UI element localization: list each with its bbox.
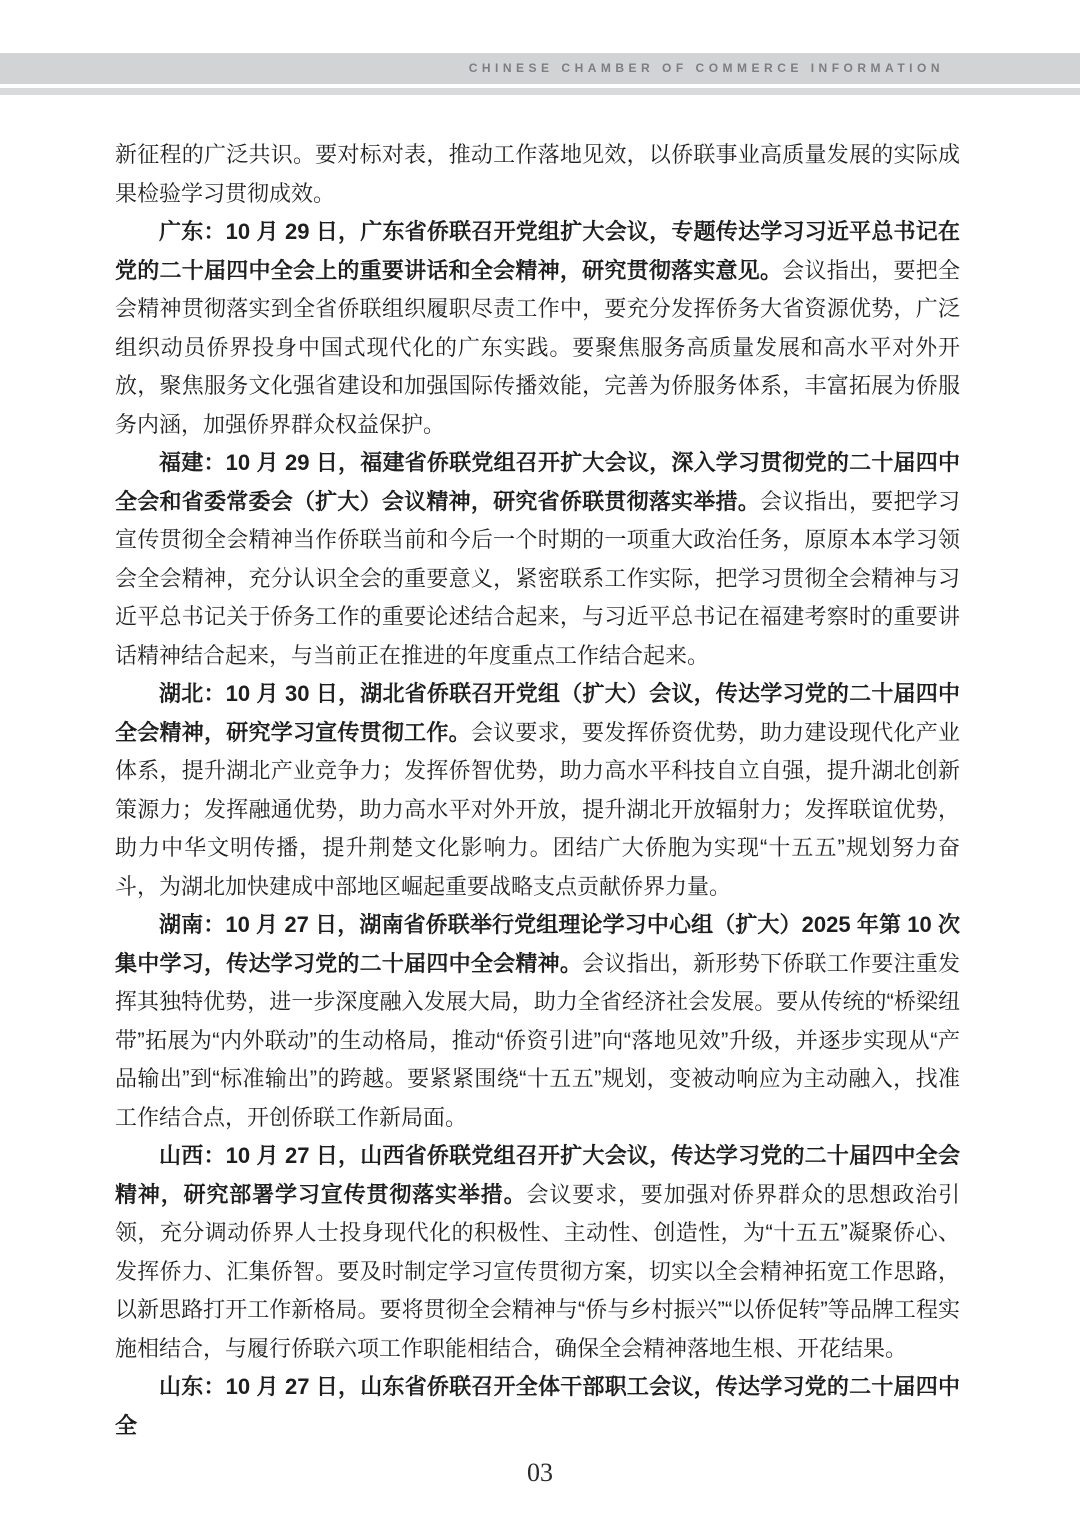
article-body — [115, 136, 960, 1445]
paragraph-lead: 广东：10 月 29 日，广东省侨联召开党组扩大会议，专题传达学习习近平总书记在党的二十届四中全会上的重要讲话和全会精神，研究贯彻落实意见。 — [115, 219, 960, 283]
paragraph-lead: 福建：10 月 29 日，福建省侨联党组召开扩大会议，深入学习贯彻党的二十届四中全会和省委常委会（扩大）会议精神，研究省侨联贯彻落实举措。 — [115, 450, 960, 514]
header-rule-bar — [0, 88, 1080, 95]
page-number: 03 — [527, 1458, 553, 1487]
paragraph-guangdong — [115, 213, 960, 444]
paragraph-text: 会议指出，要把全会精神贯彻落实到全省侨联组织履职尽责工作中，要充分发挥侨务大省资源优势，广泛组织动员侨界投身中国式现代化的广东实践。要聚焦服务高质量发展和高水平对外开放，聚焦服务文化强省建设和加强国际传播效能，完善为侨服务体系，丰富拓展为侨服务内涵，加强侨界群众权益保护。 — [115, 257, 960, 437]
paragraph-text: 会议指出，新形势下侨联工作要注重发挥其独特优势，进一步深度融入发展大局，助力全省经济社会发展。要从传统的“桥梁纽带”拓展为“内外联动”的生动格局，推动“侨资引进”向“落地见效”升级，并逐步实现从“产品输出”到“标准输出”的跨越。要紧紧围绕“十五五”规划，变被动响应为主动融入，找准工作结合点，开创侨联工作新局面。 — [115, 950, 960, 1130]
paragraph-text: 会议指出，要把学习宣传贯彻全会精神当作侨联当前和今后一个时期的一项重大政治任务，原原本本学习领会全会精神，充分认识全会的重要意义，紧密联系工作实际，把学习贯彻全会精神与习近平总书记关于侨务工作的重要论述结合起来，与习近平总书记在福建考察时的重要讲话精神结合起来，与当前正在推进的年度重点工作结合起来。 — [115, 488, 960, 668]
paragraph-lead: 湖南：10 月 27 日，湖南省侨联举行党组理论学习中心组（扩大）2025 年第 10 次集中学习，传达学习党的二十届四中全会精神。 — [115, 912, 960, 976]
paragraph-text: 会议要求，要发挥侨资优势，助力建设现代化产业体系，提升湖北产业竞争力；发挥侨智优势，助力高水平科技自立自强，提升湖北创新策源力；发挥融通优势，助力高水平对外开放，提升湖北开放辐射力；发挥联谊优势，助力中华文明传播，提升荆楚文化影响力。团结广大侨胞为实现“十五五”规划努力奋斗，为湖北加快建成中部地区崛起重要战略支点贡献侨界力量。 — [115, 719, 960, 899]
header-banner-bar — [0, 53, 1080, 84]
paragraph-lead: 湖北：10 月 30 日，湖北省侨联召开党组（扩大）会议，传达学习党的二十届四中全会精神，研究学习宣传贯彻工作。 — [115, 681, 960, 745]
paragraph-text: 新征程的广泛共识。要对标对表，推动工作落地见效，以侨联事业高质量发展的实际成果检验学习贯彻成效。 — [115, 142, 960, 206]
paragraph-shandong — [115, 1368, 960, 1445]
header-banner-title: CHINESE CHAMBER OF COMMERCE INFORMATION — [468, 61, 944, 75]
paragraph-lead: 山西：10 月 27 日，山西省侨联党组召开扩大会议，传达学习党的二十届四中全会精神，研究部署学习宣传贯彻落实举措。 — [115, 1143, 960, 1207]
paragraph-text: 会议要求，要加强对侨界群众的思想政治引领，充分调动侨界人士投身现代化的积极性、主动性、创造性，为“十五五”凝聚侨心、发挥侨力、汇集侨智。要及时制定学习宣传贯彻方案，切实以全会精神拓宽工作思路，以新思路打开工作新格局。要将贯彻全会精神与“侨与乡村振兴”“以侨促转”等品牌工程实施相结合，与履行侨联六项工作职能相结合，确保全会精神落地生根、开花结果。 — [115, 1181, 960, 1361]
paragraph-hunan — [115, 906, 960, 1137]
paragraph-hubei — [115, 675, 960, 906]
paragraph-shanxi — [115, 1137, 960, 1368]
paragraph-fujian — [115, 444, 960, 675]
paragraph-continuation — [115, 136, 960, 213]
paragraph-lead: 山东：10 月 27 日，山东省侨联召开全体干部职工会议，传达学习党的二十届四中全 — [115, 1374, 960, 1438]
